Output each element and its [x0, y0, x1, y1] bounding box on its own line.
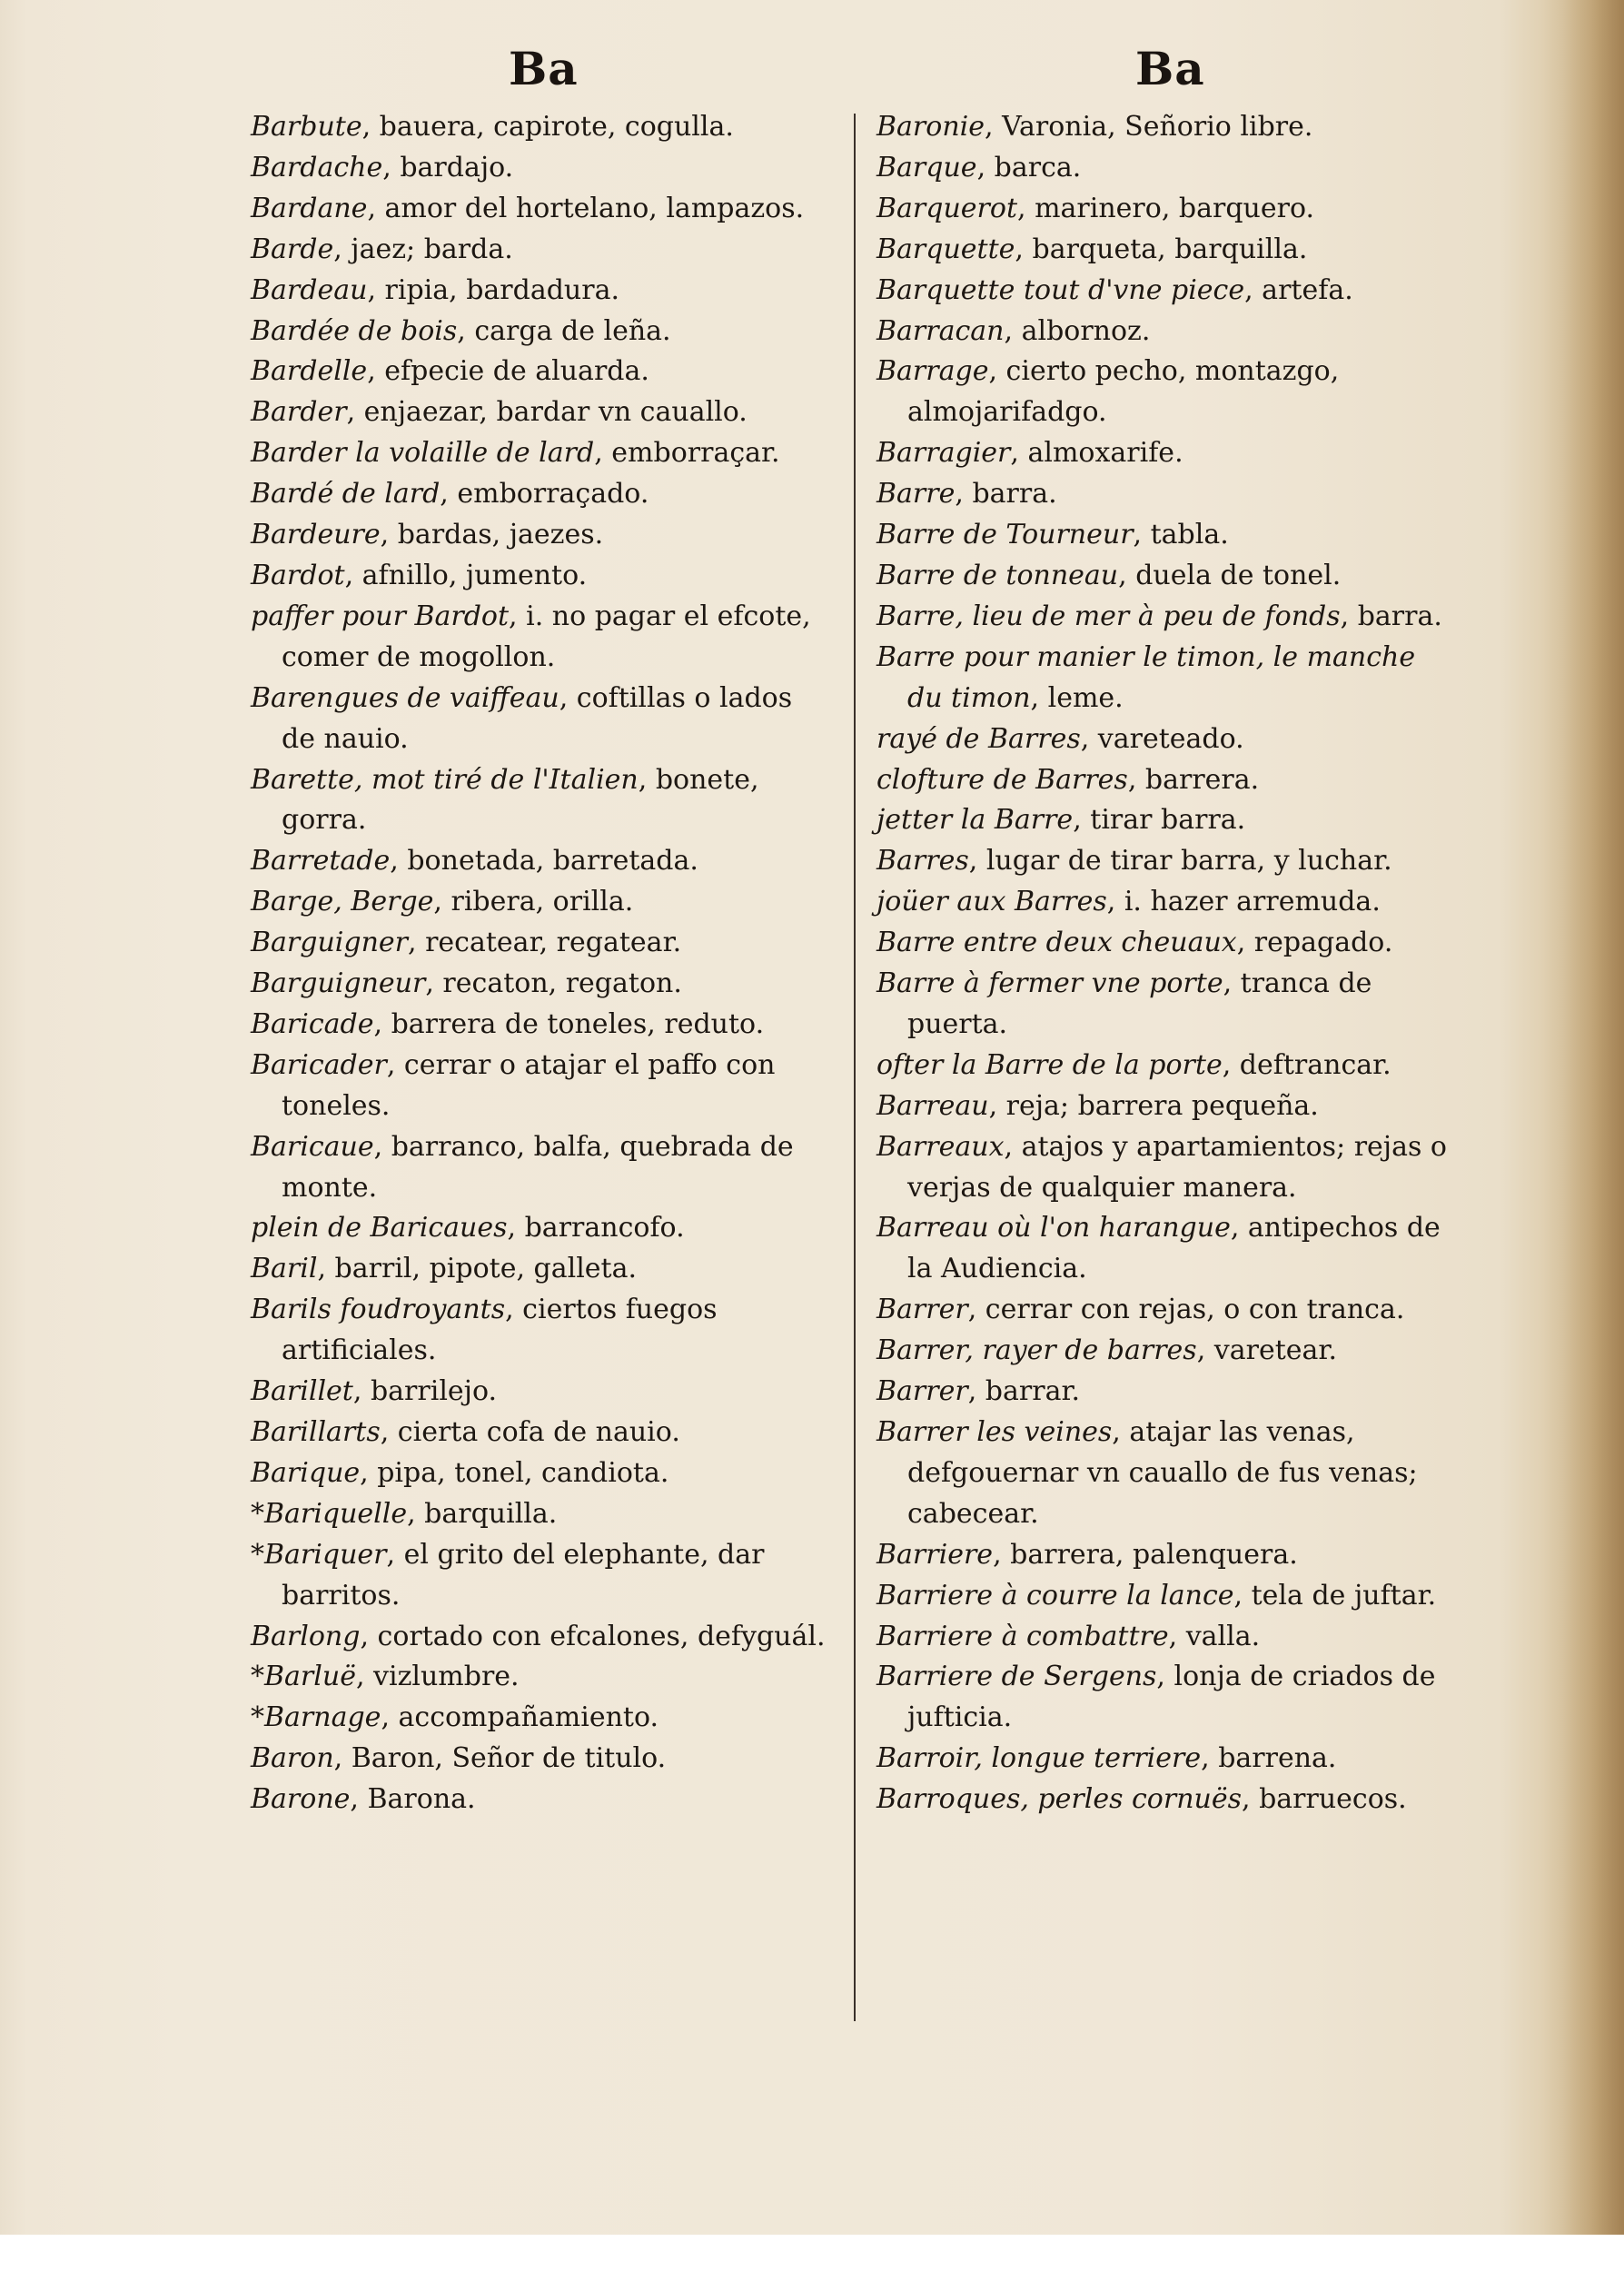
- dictionary-entry: [876, 107, 1458, 148]
- entry-definition: , Varonia, Señorio libre.: [985, 111, 1313, 143]
- dictionary-entry: [251, 1698, 832, 1739]
- entry-definition: , afnillo, jumento.: [344, 559, 588, 591]
- entry-definition: , antipechos de la Audiencia.: [907, 1212, 1441, 1285]
- entry-term: Barde: [251, 233, 334, 265]
- entry-definition: , cierto pecho, montazgo, almojarifadgo.: [907, 355, 1340, 429]
- entry-term: Barriere: [876, 1538, 994, 1571]
- dictionary-entry: [876, 597, 1458, 638]
- dictionary-entry: [876, 556, 1458, 597]
- dictionary-entry: [251, 923, 832, 964]
- entry-definition: , barrera.: [1127, 763, 1260, 796]
- entry-term: Barroir, longue terriere: [876, 1742, 1202, 1775]
- entry-definition: , carga de leña.: [457, 314, 671, 347]
- dictionary-entry: [876, 433, 1458, 474]
- dictionary-entry: [876, 148, 1458, 189]
- entry-term: Baron: [251, 1742, 334, 1775]
- entry-term: *Bariquelle: [251, 1497, 408, 1530]
- entry-term: Barretade: [251, 845, 391, 878]
- entry-term: Barreaux: [876, 1130, 1005, 1163]
- entry-definition: , barrena.: [1201, 1742, 1337, 1775]
- dictionary-entry: [251, 556, 832, 597]
- entry-definition: , deftrancar.: [1222, 1048, 1391, 1081]
- dictionary-entry: [876, 1086, 1458, 1127]
- dictionary-entry: [876, 1780, 1458, 1820]
- dictionary-entry: [251, 1657, 832, 1698]
- entry-term: Barque: [876, 151, 977, 183]
- entry-definition: , cierta cofa de nauio.: [380, 1416, 680, 1448]
- dictionary-entry: [876, 1617, 1458, 1658]
- entry-term: Barres: [876, 845, 969, 878]
- entry-definition: , barqueta, barquilla.: [1015, 233, 1308, 265]
- entry-term: *Bariquer: [251, 1538, 387, 1571]
- entry-definition: , barrera de toneles, reduto.: [373, 1007, 765, 1040]
- dictionary-entry: [876, 841, 1458, 882]
- entry-definition: , albornoz.: [1004, 314, 1151, 347]
- dictionary-entry: [876, 923, 1458, 964]
- dictionary-entry: [251, 148, 832, 189]
- dictionary-entry: [876, 1046, 1458, 1086]
- dictionary-entry: [876, 189, 1458, 230]
- entry-definition: , duela de tonel.: [1118, 559, 1342, 591]
- entry-definition: , tranca de puerta.: [907, 967, 1372, 1040]
- entry-term: Barquette tout d'vne piece: [876, 273, 1245, 306]
- entry-definition: , i. hazer arremuda.: [1106, 886, 1381, 918]
- entry-definition: , coftillas o lados de nauio.: [282, 681, 793, 755]
- dictionary-entry: [251, 679, 832, 760]
- entry-term: Barrer: [876, 1294, 968, 1326]
- entry-definition: , reja; barrera pequeña.: [988, 1089, 1319, 1122]
- entry-term: Barre entre deux cheuaux: [876, 927, 1237, 959]
- entry-definition: , barrar.: [967, 1375, 1081, 1408]
- entry-term: Barillet: [251, 1375, 353, 1408]
- entry-term: Bardé de lard: [251, 478, 441, 511]
- dictionary-entry: [876, 230, 1458, 271]
- entry-term: Barquerot: [876, 192, 1018, 224]
- entry-definition: , efpecie de aluarda.: [367, 355, 649, 388]
- scan-bottom-margin: [0, 2235, 1624, 2271]
- entry-term: Baricader: [251, 1048, 387, 1081]
- entry-definition: , enjaezar, bardar vn cauallo.: [346, 396, 748, 429]
- entry-definition: , valla.: [1168, 1620, 1261, 1652]
- entry-term: Barder: [251, 396, 347, 429]
- entry-definition: , bonetada, barretada.: [390, 845, 698, 878]
- entry-term: paffer pour Bardot: [251, 600, 510, 632]
- dictionary-entry: [876, 474, 1458, 515]
- dictionary-entry: [876, 352, 1458, 433]
- entry-definition: , barrancofo.: [507, 1212, 685, 1245]
- dictionary-entry: [876, 1576, 1458, 1617]
- entry-term: Barette, mot tiré de l'Italien: [251, 763, 639, 796]
- entry-definition: , leme.: [1030, 681, 1124, 714]
- dictionary-entry: [876, 1535, 1458, 1576]
- dictionary-entry: [876, 760, 1458, 801]
- entry-definition: , ripia, bardadura.: [367, 273, 620, 306]
- entry-definition: , el grito del elephante, dar barritos.: [282, 1538, 765, 1612]
- dictionary-entry: [251, 515, 832, 556]
- entry-term: Barracan: [876, 314, 1005, 347]
- entry-definition: , pipa, tonel, candiota.: [360, 1456, 669, 1489]
- entry-term: clofture de Barres: [876, 763, 1128, 796]
- dictionary-entry: [251, 760, 832, 842]
- entry-term: Barroques, perles cornuës: [876, 1783, 1242, 1816]
- entry-definition: , barca.: [976, 151, 1082, 183]
- entry-term: Barbute: [251, 111, 362, 143]
- entry-definition: , barranco, balfa, quebrada de monte.: [282, 1130, 794, 1204]
- dictionary-entry: [876, 1413, 1458, 1535]
- entry-definition: , emborraçar.: [594, 437, 780, 470]
- dictionary-entry: [251, 474, 832, 515]
- entry-definition: , cerrar o atajar el paffo con toneles.: [282, 1048, 776, 1122]
- entry-term: joüer aux Barres: [876, 886, 1107, 918]
- entry-definition: , recatear, regatear.: [408, 927, 682, 959]
- entry-definition: , cortado con efcalones, defyguál.: [360, 1620, 826, 1652]
- entry-term: Baril: [251, 1253, 318, 1285]
- entry-term: Barengues de vaiffeau: [251, 681, 559, 714]
- entry-definition: , bonete, gorra.: [282, 763, 759, 837]
- dictionary-entry: [251, 841, 832, 882]
- entry-definition: , ribera, orilla.: [433, 886, 634, 918]
- dictionary-entry: [251, 1249, 832, 1290]
- entry-definition: , bardajo.: [382, 151, 514, 183]
- entry-term: Barder la volaille de lard: [251, 437, 595, 470]
- column-divider: [854, 114, 856, 2021]
- entry-definition: , barquilla.: [407, 1497, 558, 1530]
- dictionary-entry: [251, 189, 832, 230]
- dictionary-entry: [251, 1413, 832, 1453]
- entry-term: Baricade: [251, 1007, 374, 1040]
- entry-definition: , bardas, jaezes.: [380, 519, 604, 551]
- entry-term: Barre pour manier le timon, le manche du timon: [876, 640, 1416, 714]
- entry-definition: , varetear.: [1196, 1334, 1337, 1367]
- dictionary-entry: [876, 1657, 1458, 1739]
- entry-definition: , barrera, palenquera.: [993, 1538, 1298, 1571]
- entry-term: Barriere à courre la lance: [876, 1579, 1234, 1612]
- entry-term: Barre: [876, 478, 956, 511]
- entry-definition: , emborraçado.: [440, 478, 649, 511]
- entry-definition: , i. no pagar el efcote, comer de mogollon.: [282, 600, 811, 673]
- entry-term: rayé de Barres: [876, 722, 1081, 755]
- entry-term: Barillarts: [251, 1416, 381, 1448]
- dictionary-entry: [251, 882, 832, 923]
- right-running-head: Ba: [1135, 42, 1205, 95]
- entry-term: *Barnage: [251, 1701, 381, 1734]
- entry-term: Bardeure: [251, 519, 381, 551]
- entry-definition: , Barona.: [350, 1783, 476, 1816]
- entry-term: Barre à fermer vne porte: [876, 967, 1223, 1000]
- dictionary-entry: [876, 312, 1458, 352]
- entry-term: ofter la Barre de la porte: [876, 1048, 1223, 1081]
- entry-term: Barguigner: [251, 927, 409, 959]
- entry-definition: , barra.: [1340, 600, 1442, 632]
- entry-term: Barlong: [251, 1620, 361, 1652]
- dictionary-entry: [876, 1372, 1458, 1413]
- dictionary-entry: [251, 964, 832, 1005]
- entry-definition: , barra.: [955, 478, 1057, 511]
- entry-definition: , ciertos fuegos artificiales.: [282, 1294, 718, 1367]
- entry-term: Barreau où l'on harangue: [876, 1212, 1231, 1245]
- dictionary-entry: [251, 1494, 832, 1535]
- entry-definition: , artefa.: [1244, 273, 1353, 306]
- entry-definition: , tirar barra.: [1073, 804, 1246, 837]
- entry-definition: , barrilejo.: [352, 1375, 498, 1408]
- dictionary-entry: [876, 271, 1458, 312]
- entry-term: Baronie: [876, 111, 985, 143]
- entry-definition: , bauera, capirote, cogulla.: [361, 111, 734, 143]
- entry-term: Barge, Berge: [251, 886, 434, 918]
- entry-term: *Barluë: [251, 1661, 356, 1693]
- entry-definition: , cerrar con rejas, o con tranca.: [967, 1294, 1405, 1326]
- dictionary-entry: [251, 352, 832, 392]
- dictionary-entry: [251, 597, 832, 679]
- entry-definition: , accompañamiento.: [381, 1701, 659, 1734]
- entry-term: jetter la Barre: [876, 804, 1074, 837]
- entry-term: Barriere de Sergens: [876, 1661, 1157, 1693]
- dictionary-entry: [876, 1127, 1458, 1209]
- entry-term: Bardache: [251, 151, 383, 183]
- entry-term: Barre, lieu de mer à peu de fonds: [876, 600, 1341, 632]
- entry-term: Barrer, rayer de barres: [876, 1334, 1197, 1367]
- dictionary-entry: [251, 1453, 832, 1494]
- entry-term: Bardée de bois: [251, 314, 458, 347]
- entry-term: Barriere à combattre: [876, 1620, 1169, 1652]
- entry-term: Barre de tonneau: [876, 559, 1119, 591]
- entry-term: Barrer les veines: [876, 1416, 1113, 1448]
- dictionary-entry: [251, 1780, 832, 1820]
- entry-definition: , barril, pipote, galleta.: [317, 1253, 638, 1285]
- entry-definition: , lugar de tirar barra, y luchar.: [968, 845, 1392, 878]
- dictionary-entry: [251, 1535, 832, 1617]
- entry-term: Barragier: [876, 437, 1011, 470]
- dictionary-entry: [876, 1331, 1458, 1372]
- dictionary-entry: [876, 964, 1458, 1046]
- entry-definition: , marinero, barquero.: [1017, 192, 1315, 224]
- dictionary-entry: [251, 433, 832, 474]
- dictionary-entry: [876, 1739, 1458, 1780]
- dictionary-entry: [876, 719, 1458, 760]
- entry-term: Barique: [251, 1456, 361, 1489]
- dictionary-entry: [251, 312, 832, 352]
- entry-definition: , repagado.: [1236, 927, 1393, 959]
- entry-term: Barrage: [876, 355, 989, 388]
- left-running-head: Ba: [509, 42, 579, 95]
- dictionary-entry: [876, 882, 1458, 923]
- entry-term: Barrer: [876, 1375, 968, 1408]
- entry-definition: , almoxarife.: [1010, 437, 1183, 470]
- entry-definition: , atajos y apartamientos; rejas o verjas de qualquier manera.: [907, 1130, 1447, 1204]
- entry-term: Bardeau: [251, 273, 368, 306]
- entry-definition: , Baron, Señor de titulo.: [333, 1742, 667, 1775]
- entry-definition: , tabla.: [1133, 519, 1229, 551]
- entry-definition: , atajar las venas, defgouernar vn cauallo de fus venas; cabecear.: [907, 1416, 1418, 1530]
- entry-term: Barre de Tourneur: [876, 519, 1134, 551]
- dictionary-entry: [251, 1046, 832, 1127]
- entry-definition: , recaton, regaton.: [425, 967, 682, 1000]
- entry-term: Barreau: [876, 1089, 989, 1122]
- dictionary-entry: [876, 1208, 1458, 1290]
- page-edge-stain: [1542, 0, 1624, 2271]
- entry-definition: , lonja de criados de jufticia.: [907, 1661, 1436, 1734]
- dictionary-entry: [876, 1290, 1458, 1331]
- dictionary-entry: [251, 1617, 832, 1658]
- dictionary-entry: [251, 1372, 832, 1413]
- dictionary-entry: [251, 1290, 832, 1372]
- dictionary-entry: [251, 1739, 832, 1780]
- entry-term: Barils foudroyants: [251, 1294, 506, 1326]
- entry-term: Bardelle: [251, 355, 368, 388]
- dictionary-entry: [876, 800, 1458, 841]
- dictionary-entry: [251, 107, 832, 148]
- dictionary-entry: [251, 1127, 832, 1209]
- entry-definition: , amor del hortelano, lampazos.: [367, 192, 805, 224]
- entry-term: Baricaue: [251, 1130, 374, 1163]
- dictionary-entry: [251, 271, 832, 312]
- entry-term: Barquette: [876, 233, 1015, 265]
- entry-definition: , vareteado.: [1080, 722, 1244, 755]
- dictionary-entry: [251, 392, 832, 433]
- entry-definition: , jaez; barda.: [333, 233, 513, 265]
- dictionary-entry: [876, 638, 1458, 719]
- entry-term: Barone: [251, 1783, 351, 1816]
- entry-term: plein de Baricaues: [251, 1212, 508, 1245]
- entry-definition: , barruecos.: [1242, 1783, 1407, 1816]
- dictionary-entry: [251, 1208, 832, 1249]
- dictionary-entry: [251, 1005, 832, 1046]
- right-column: [876, 107, 1458, 1820]
- dictionary-entry: [251, 230, 832, 271]
- entry-term: Barguigneur: [251, 967, 426, 1000]
- entry-definition: , vizlumbre.: [355, 1661, 520, 1693]
- entry-term: Bardane: [251, 192, 368, 224]
- entry-definition: , tela de juftar.: [1233, 1579, 1437, 1612]
- entry-term: Bardot: [251, 559, 345, 591]
- left-column: [251, 107, 832, 1820]
- dictionary-entry: [876, 515, 1458, 556]
